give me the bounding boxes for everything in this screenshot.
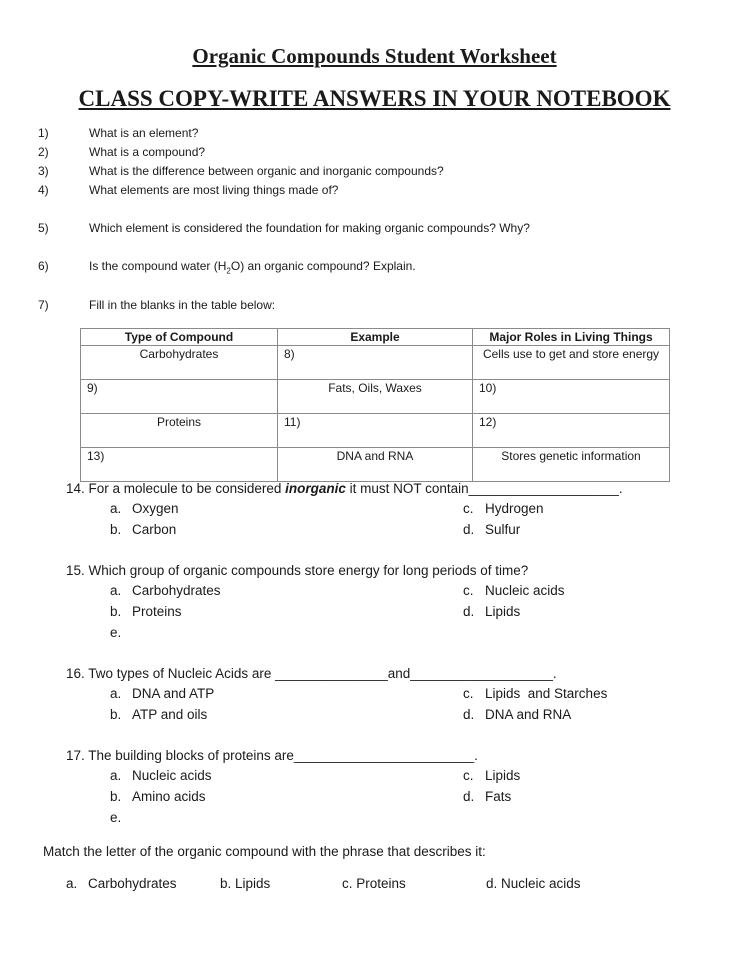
question-text: What is a compound? [89, 145, 206, 159]
option-letter: d. [463, 522, 475, 537]
option-letter: a. [110, 501, 122, 516]
subscript: 2 [226, 266, 231, 276]
option-letter: d. [463, 789, 475, 804]
worksheet-title: Organic Compounds Student Worksheet [192, 44, 557, 68]
question-number: 1) [38, 126, 49, 140]
stem-part: it must NOT contain____________________. [345, 481, 623, 496]
option-text[interactable]: Lipids [485, 768, 521, 783]
table-row [81, 346, 670, 380]
table-header-row [81, 329, 670, 346]
table-cell: Cells use to get and store energy [473, 346, 670, 380]
table-row [81, 380, 670, 414]
worksheet-subtitle: CLASS COPY-WRITE ANSWERS IN YOUR NOTEBOOK [78, 86, 671, 111]
table-cell[interactable]: 13) [81, 448, 278, 482]
choice-text: Carbohydrates [88, 876, 177, 891]
option-text[interactable]: Lipids and Starches [485, 686, 608, 701]
stem-emphasis: inorganic [285, 481, 346, 496]
matching-instruction: Match the letter of the organic compound with the phrase that describes it: [43, 844, 486, 859]
option-letter: a. [110, 583, 122, 598]
table-cell[interactable]: 8) [278, 346, 473, 380]
question-stem: 16. Two types of Nucleic Acids are _______________and___________________. [66, 666, 557, 681]
option-letter: e. [110, 625, 122, 640]
column-header: Example [278, 329, 473, 346]
table-cell: Fats, Oils, Waxes [278, 380, 473, 414]
option-text[interactable]: Hydrogen [485, 501, 544, 516]
question-stem [66, 481, 623, 496]
option-letter: b. [110, 789, 122, 804]
option-text[interactable]: Carbohydrates [132, 583, 221, 598]
table-cell[interactable]: 9) [81, 380, 278, 414]
question-text-part: Is the compound water (H [89, 259, 227, 273]
option-text[interactable]: Amino acids [132, 789, 206, 804]
option-letter: b. [110, 604, 122, 619]
option-letter: a. [110, 768, 122, 783]
question-text: What elements are most living things made of? [89, 183, 339, 197]
option-text[interactable]: Fats [485, 789, 512, 804]
table-cell: Proteins [81, 414, 278, 448]
table-row [81, 414, 670, 448]
question-text: Which element is considered the foundation for making organic compounds? Why? [89, 221, 530, 235]
option-letter: d. [463, 604, 475, 619]
table-cell[interactable]: 11) [278, 414, 473, 448]
choice-text: d. Nucleic acids [486, 876, 581, 891]
table-cell: Stores genetic information [473, 448, 670, 482]
option-text[interactable]: Carbon [132, 522, 177, 537]
option-letter: c. [463, 583, 474, 598]
question-number: 5) [38, 221, 49, 235]
question-stem: 17. The building blocks of proteins are________________________. [66, 748, 478, 763]
option-text[interactable]: Proteins [132, 604, 182, 619]
choice-text: b. Lipids [220, 876, 271, 891]
option-letter: b. [110, 707, 122, 722]
option-letter: d. [463, 707, 475, 722]
stem-part: 14. For a molecule to be considered [66, 481, 286, 496]
option-text[interactable]: DNA and ATP [132, 686, 215, 701]
column-header: Type of Compound [81, 329, 278, 346]
option-letter: a. [110, 686, 122, 701]
table-cell: DNA and RNA [278, 448, 473, 482]
question-stem: 15. Which group of organic compounds store energy for long periods of time? [66, 563, 529, 578]
table-row [81, 448, 670, 482]
compounds-table [80, 328, 670, 482]
question-number: 7) [38, 298, 49, 312]
question-number: 6) [38, 259, 49, 273]
question-text: What is the difference between organic and inorganic compounds? [89, 164, 444, 178]
option-text[interactable]: Sulfur [485, 522, 521, 537]
option-text[interactable]: Nucleic acids [132, 768, 212, 783]
question-text-part: O) an organic compound? Explain. [230, 259, 416, 273]
question-text: Fill in the blanks in the table below: [89, 298, 276, 312]
table-cell[interactable]: 10) [473, 380, 670, 414]
option-text[interactable]: Lipids [485, 604, 521, 619]
option-letter: e. [110, 810, 122, 825]
table-cell: Carbohydrates [81, 346, 278, 380]
choice-text: c. Proteins [342, 876, 406, 891]
option-text[interactable]: Nucleic acids [485, 583, 565, 598]
option-text[interactable]: Oxygen [132, 501, 179, 516]
option-text[interactable]: ATP and oils [132, 707, 208, 722]
question-number: 2) [38, 145, 49, 159]
option-letter: b. [110, 522, 122, 537]
option-letter: c. [463, 501, 474, 516]
question-text [89, 259, 416, 275]
choice-letter: a. [66, 876, 78, 891]
question-number: 3) [38, 164, 49, 178]
option-letter: c. [463, 768, 474, 783]
question-number: 4) [38, 183, 49, 197]
column-header: Major Roles in Living Things [473, 329, 670, 346]
table-cell[interactable]: 12) [473, 414, 670, 448]
option-letter: c. [463, 686, 474, 701]
question-text: What is an element? [89, 126, 199, 140]
option-text[interactable]: DNA and RNA [485, 707, 572, 722]
